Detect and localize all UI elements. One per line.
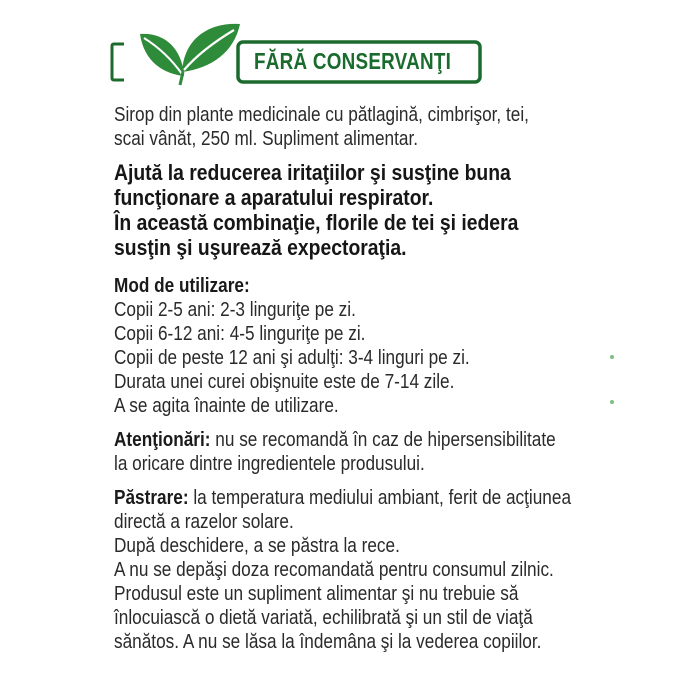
- warnings-first-line: [114, 428, 644, 452]
- storage-text: la temperatura mediului ambiant, ferit de acţiunea: [188, 487, 572, 509]
- usage-label: Mod de utilizare:: [114, 275, 250, 297]
- product-description: [114, 103, 644, 151]
- product-label-text: [114, 103, 644, 664]
- usage-line: A se agita înainte de utilizare.: [114, 395, 339, 417]
- preservative-free-banner: [110, 22, 482, 86]
- usage-line: Durata unei curei obişnuite este de 7-14 zile.: [114, 371, 455, 393]
- warnings-text: nu se recomandă în caz de hipersensibilitate: [210, 429, 556, 451]
- usage-line: Copii 6-12 ani: 4-5 linguriţe pe zi.: [114, 323, 366, 345]
- claim-line: În această combinaţie, florile de tei şi iedera: [114, 210, 519, 235]
- claim-line: funcţionare a aparatului respirator.: [114, 185, 434, 210]
- storage-line: sănătos. A nu se lăsa la îndemâna şi la vederea copiilor.: [114, 631, 542, 653]
- storage-first-line: [114, 486, 644, 510]
- warnings-label: Atenţionări:: [114, 429, 211, 451]
- storage-line: A nu se depăşi doza recomandată pentru consumul zilnic.: [114, 559, 554, 581]
- warnings-line: la oricare dintre ingredientele produsului.: [114, 453, 425, 475]
- storage-line: înlocuiască o dietă variată, echilibrată şi un stil de viaţă: [114, 607, 533, 629]
- claim-line: Ajută la reducerea iritaţiilor şi susţine buna: [114, 160, 511, 185]
- usage-line: Copii 2-5 ani: 2-3 linguriţe pe zi.: [114, 299, 356, 321]
- description-line: scai vânăt, 250 ml. Supliment alimentar.: [114, 128, 419, 150]
- usage-section: [114, 274, 644, 418]
- health-claims: [114, 160, 644, 260]
- warnings-section: [114, 428, 644, 476]
- usage-line: Copii de peste 12 ani şi adulţi: 3-4 linguri pe zi.: [114, 347, 470, 369]
- leaf-icon: [122, 22, 242, 86]
- storage-line: După deschidere, a se păstra la rece.: [114, 535, 400, 557]
- decorative-dot: [610, 355, 614, 359]
- claim-line: susţin şi uşurează expectoraţia.: [114, 235, 407, 260]
- storage-label: Păstrare:: [114, 487, 189, 509]
- decorative-dot: [610, 400, 614, 404]
- storage-section: [114, 486, 644, 654]
- storage-line: Produsul este un supliment alimentar şi nu trebuie să: [114, 583, 519, 605]
- description-line: Sirop din plante medicinale cu pătlagină, cimbrişor, tei,: [114, 104, 529, 126]
- banner-title: FĂRĂ CONSERVANŢI: [254, 48, 452, 74]
- storage-line: directă a razelor solare.: [114, 511, 294, 533]
